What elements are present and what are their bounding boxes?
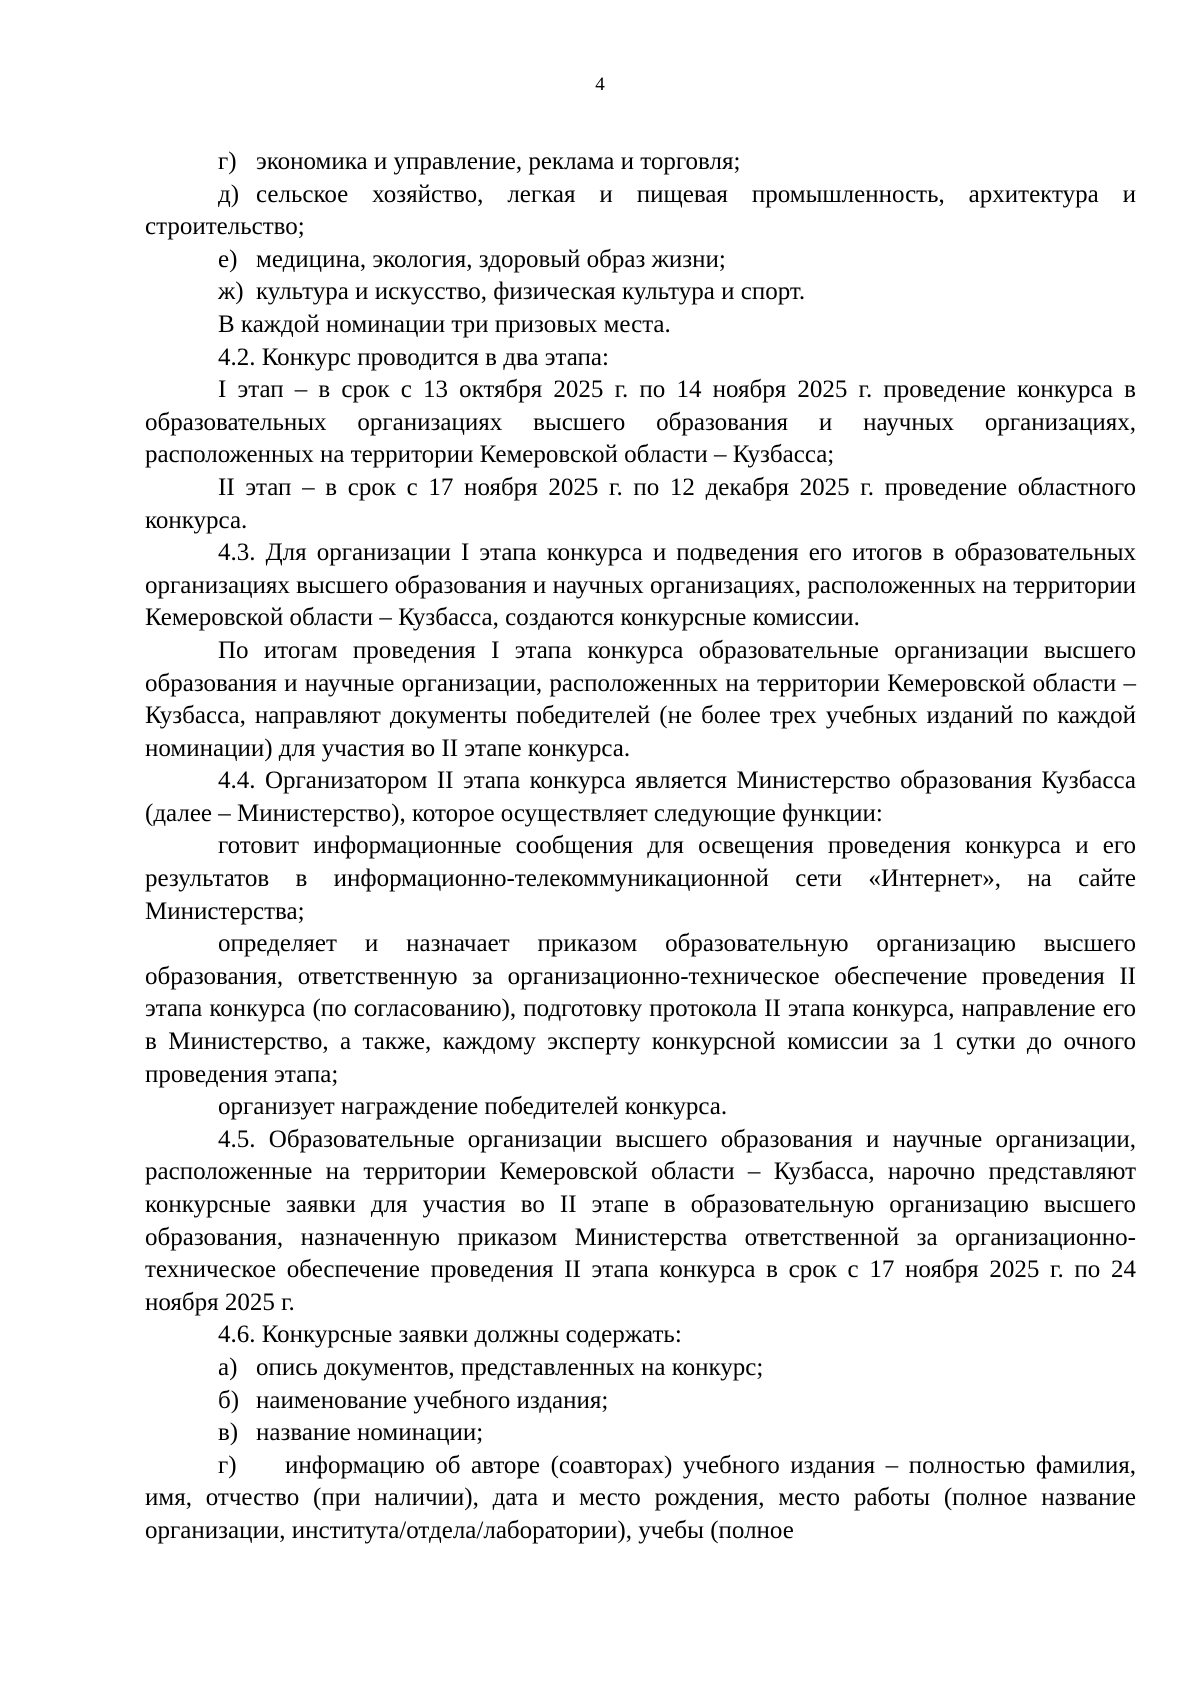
paragraph-function-appoint: определяет и назначает приказом образовательную организацию высшего образования, ответственную за организационно-техническое обеспечение проведения II этапа конкурса (по согласованию), подготовку протокола II этапа конкурса, направление его в Министерство, а также, каждому эксперту конкурсной комиссии за 1 сутки до очного проведения этапа; xyxy=(145,930,1136,1088)
list-item-text: информацию об авторе (соавторах) учебного издания – полностью фамилия, имя, отчество (при наличии), дата и место рождения, место работы (полное название организации, института/отдела/лаборатории), учебы (полное xyxy=(145,1451,1136,1544)
list-item-text: экономика и управление, реклама и торговля; xyxy=(256,148,741,175)
list-item-text: сельское хозяйство, легкая и пищевая промышленность, архитектура и строительство; xyxy=(145,180,1136,241)
list-item-d xyxy=(145,179,1136,244)
list-marker: г) xyxy=(218,1451,237,1479)
list-marker: д) xyxy=(218,180,240,208)
list-marker: в) xyxy=(218,1419,239,1447)
list-item-g-author xyxy=(145,1450,1136,1548)
list-item-text: культура и искусство, физическая культура и спорт. xyxy=(256,278,806,306)
list-item-a xyxy=(145,1352,1136,1385)
paragraph-4-3: 4.3. Для организации I этапа конкурса и подведения его итогов в образовательных организациях высшего образования и научных организациях, расположенных на территории Кемеровской области – Кузбасса, создаются конкурсные комиссии. xyxy=(145,539,1136,632)
paragraph-4-4: 4.4. Организатором II этапа конкурса является Министерство образования Кузбасса (далее – Министерство), которое осуществляет следующие функции: xyxy=(145,767,1136,827)
paragraph-stage-2: II этап – в срок с 17 ноября 2025 г. по 12 декабря 2025 г. проведение областного конкурса. xyxy=(145,473,1136,534)
list-item-g xyxy=(145,146,1136,179)
paragraph-stage-1-results: По итогам проведения I этапа конкурса образовательные организации высшего образования и научные организации, расположенных на территории Кемеровской области – Кузбасса, направляют документы победителей (не более трех учебных изданий по каждой номинации) для участия во II этапе конкурса. xyxy=(145,636,1136,762)
document-body xyxy=(145,146,1136,1548)
list-item-zh xyxy=(145,276,1136,309)
list-item-text: опись документов, представленных на конкурс; xyxy=(256,1353,764,1381)
list-marker: ж) xyxy=(218,278,244,306)
list-marker: г) xyxy=(218,148,237,175)
list-item-b xyxy=(145,1385,1136,1418)
list-item-v xyxy=(145,1417,1136,1450)
paragraph-function-award: организует награждение победителей конкурса. xyxy=(218,1093,728,1121)
paragraph-stage-1: I этап – в срок с 13 октября 2025 г. по 14 ноября 2025 г. проведение конкурса в образовательных организациях высшего образования и научных организациях, расположенных на территории Кемеровской области – Кузбасса; xyxy=(145,376,1136,469)
list-marker: б) xyxy=(218,1386,240,1414)
paragraph-4-5: 4.5. Образовательные организации высшего образования и научные организации, расположенные на территории Кемеровской области – Кузбасса, нарочно представляют конкурсные заявки для участия во II этапе в образовательную организацию высшего образования, назначенную приказом Министерства ответственной за организационно-техническое обеспечение проведения II этапа конкурса в срок с 17 ноября 2025 г. по 24 ноября 2025 г. xyxy=(145,1125,1136,1316)
paragraph-4-2: 4.2. Конкурс проводится в два этапа: xyxy=(218,343,609,371)
paragraph-function-info: готовит информационные сообщения для освещения проведения конкурса и его результатов в информационно-телекоммуникационной сети «Интернет», на сайте Министерства; xyxy=(145,832,1136,925)
list-item-text: название номинации; xyxy=(256,1419,484,1447)
page-number: 4 xyxy=(595,74,605,95)
list-item-text: медицина, экология, здоровый образ жизни; xyxy=(256,245,726,273)
list-item-text: наименование учебного издания; xyxy=(256,1386,609,1414)
paragraph-4-6: 4.6. Конкурсные заявки должны содержать: xyxy=(218,1321,682,1349)
list-marker: а) xyxy=(218,1353,238,1381)
list-marker: е) xyxy=(218,245,238,273)
paragraph-prize-places: В каждой номинации три призовых места. xyxy=(218,310,671,338)
list-item-e xyxy=(145,244,1136,277)
